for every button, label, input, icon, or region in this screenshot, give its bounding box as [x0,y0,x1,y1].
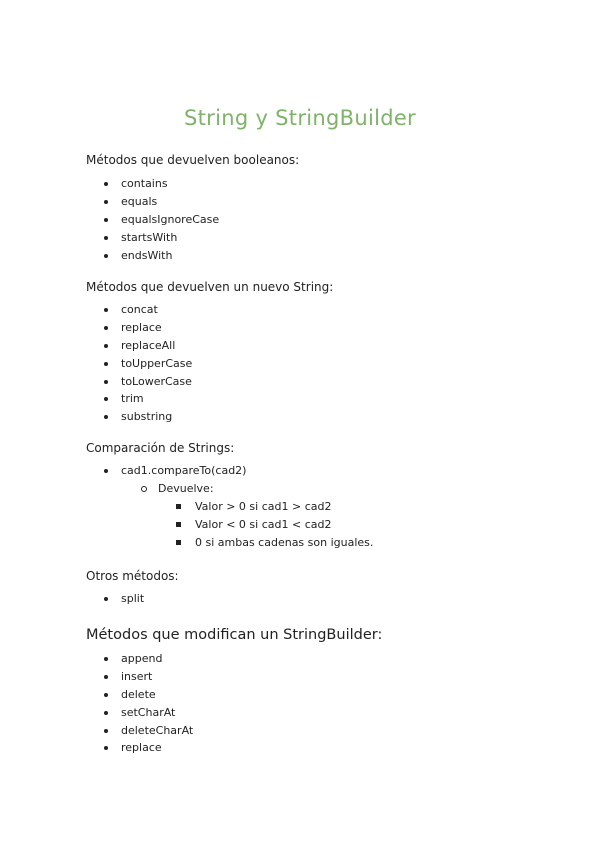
list-comparacion-sub [0,480,214,498]
section-heading-comparacion: Comparación de Strings: [86,441,235,455]
list-item: append [0,650,193,668]
section-heading-booleanos: Métodos que devuelven booleanos: [86,153,300,167]
list-item: toUpperCase [0,355,192,373]
list-stringbuilder [0,650,193,757]
list-item: endsWith [0,247,219,265]
list-item: Valor > 0 si cad1 > cad2 [0,498,373,516]
list-otros [0,590,144,608]
list-item: toLowerCase [0,373,192,391]
section-heading-nuevo-string: Métodos que devuelven un nuevo String: [86,280,334,294]
list-item: cad1.compareTo(cad2) [0,462,246,480]
section-heading-stringbuilder: Métodos que modifican un StringBuilder: [86,627,383,643]
list-item: replaceAll [0,337,192,355]
list-item: split [0,590,144,608]
list-item: replace [0,739,193,757]
list-item: equalsIgnoreCase [0,211,219,229]
list-comparacion-subsub [0,498,373,552]
list-booleanos [0,175,219,264]
list-item: replace [0,319,192,337]
list-item: concat [0,301,192,319]
list-item: startsWith [0,229,219,247]
list-item: delete [0,686,193,704]
list-item: Devuelve: [0,480,214,498]
list-item: Valor < 0 si cad1 < cad2 [0,516,373,534]
list-item: equals [0,193,219,211]
list-nuevo-string [0,301,192,426]
list-item: insert [0,668,193,686]
list-item: deleteCharAt [0,722,193,740]
list-item: trim [0,390,192,408]
list-comparacion [0,462,246,480]
list-item: 0 si ambas cadenas son iguales. [0,534,373,552]
list-item: substring [0,408,192,426]
section-heading-otros: Otros métodos: [86,569,179,583]
page-title: String y StringBuilder [184,106,416,130]
list-item: setCharAt [0,704,193,722]
list-item: contains [0,175,219,193]
